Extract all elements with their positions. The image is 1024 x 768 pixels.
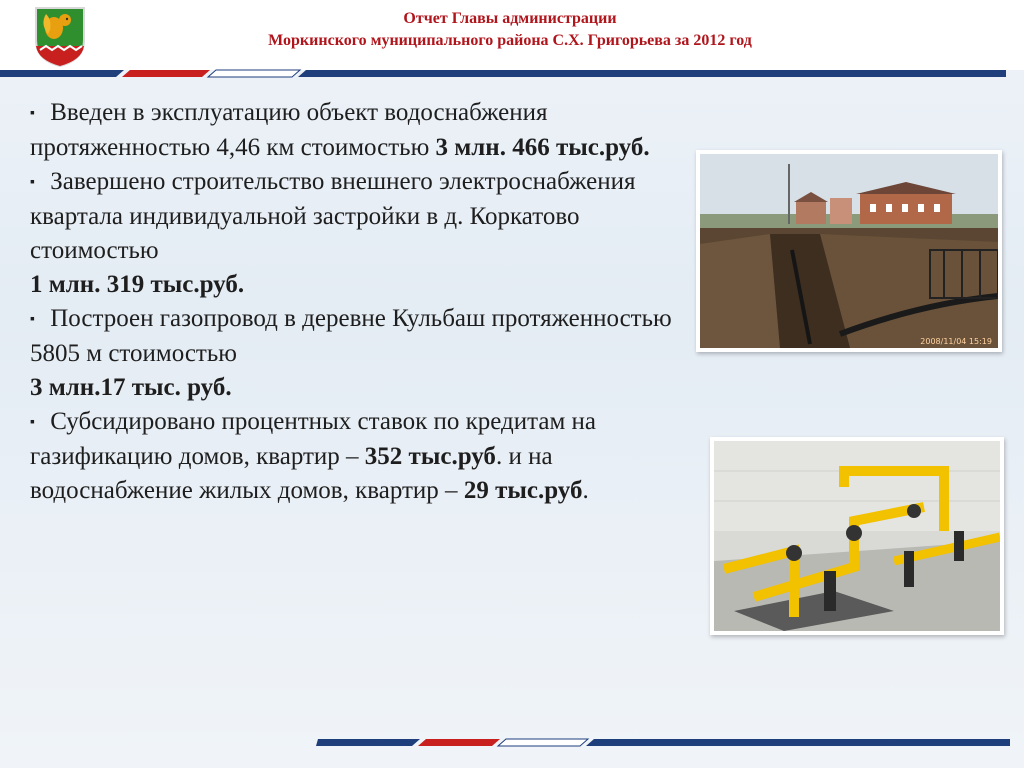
item-gas-pipeline-text: Построен газопровод в деревне Кульбаш протяженностью 5805 м стоимостью [30,305,672,367]
report-body [30,96,680,508]
item-electricity-text: Завершено строительство внешнего электроснабжения квартала индивидуальной застройки в д. Коркатово стоимостью [30,168,636,264]
item-subsidies-text-2: . и на водоснабжение жилых домов, квартир – [30,443,553,504]
item-subsidies [30,405,680,508]
top-decorative-stripe [0,68,1024,78]
report-title-line-1: Отчет Главы администрации [403,10,617,27]
item-subsidies-text: Субсидировано процентных ставок по кредитам на газификацию домов, квартир – [30,408,597,470]
report-title-line-2: Моркинского муниципального района С.Х. Григорьева за 2012 год [268,32,752,49]
item-electricity-cost: 1 млн. 319 тыс.руб. [30,271,245,298]
bottom-decorative-stripe [0,738,1024,748]
coat-of-arms-squirrel-icon [34,6,86,68]
item-water-supply [30,96,680,165]
bullet-icon: ▪ [30,312,35,327]
item-gas-pipeline-cost: 3 млн.17 тыс. руб. [30,374,232,401]
item-subsidies-water-amount: 29 тыс.руб [463,477,583,504]
water-pipe-trench-photo [696,150,1002,352]
item-subsidies-gas-amount: 352 тыс.руб [364,443,496,470]
item-water-supply-text: Введен в эксплуатацию объект водоснабжения протяженностью 4,46 км стоимостью [30,99,548,161]
yellow-gas-pipes-photo [710,437,1004,635]
item-water-supply-cost: 3 млн. 466 тыс.руб. [435,134,650,161]
item-electricity [30,165,680,302]
photo-date-stamp: 2008/11/04 15:19 [920,337,992,346]
item-gas-pipeline [30,302,680,405]
item-subsidies-text-3: . [582,477,589,504]
bullet-icon: ▪ [30,415,35,430]
bullet-icon: ▪ [30,175,35,190]
bullet-icon: ▪ [30,106,35,121]
